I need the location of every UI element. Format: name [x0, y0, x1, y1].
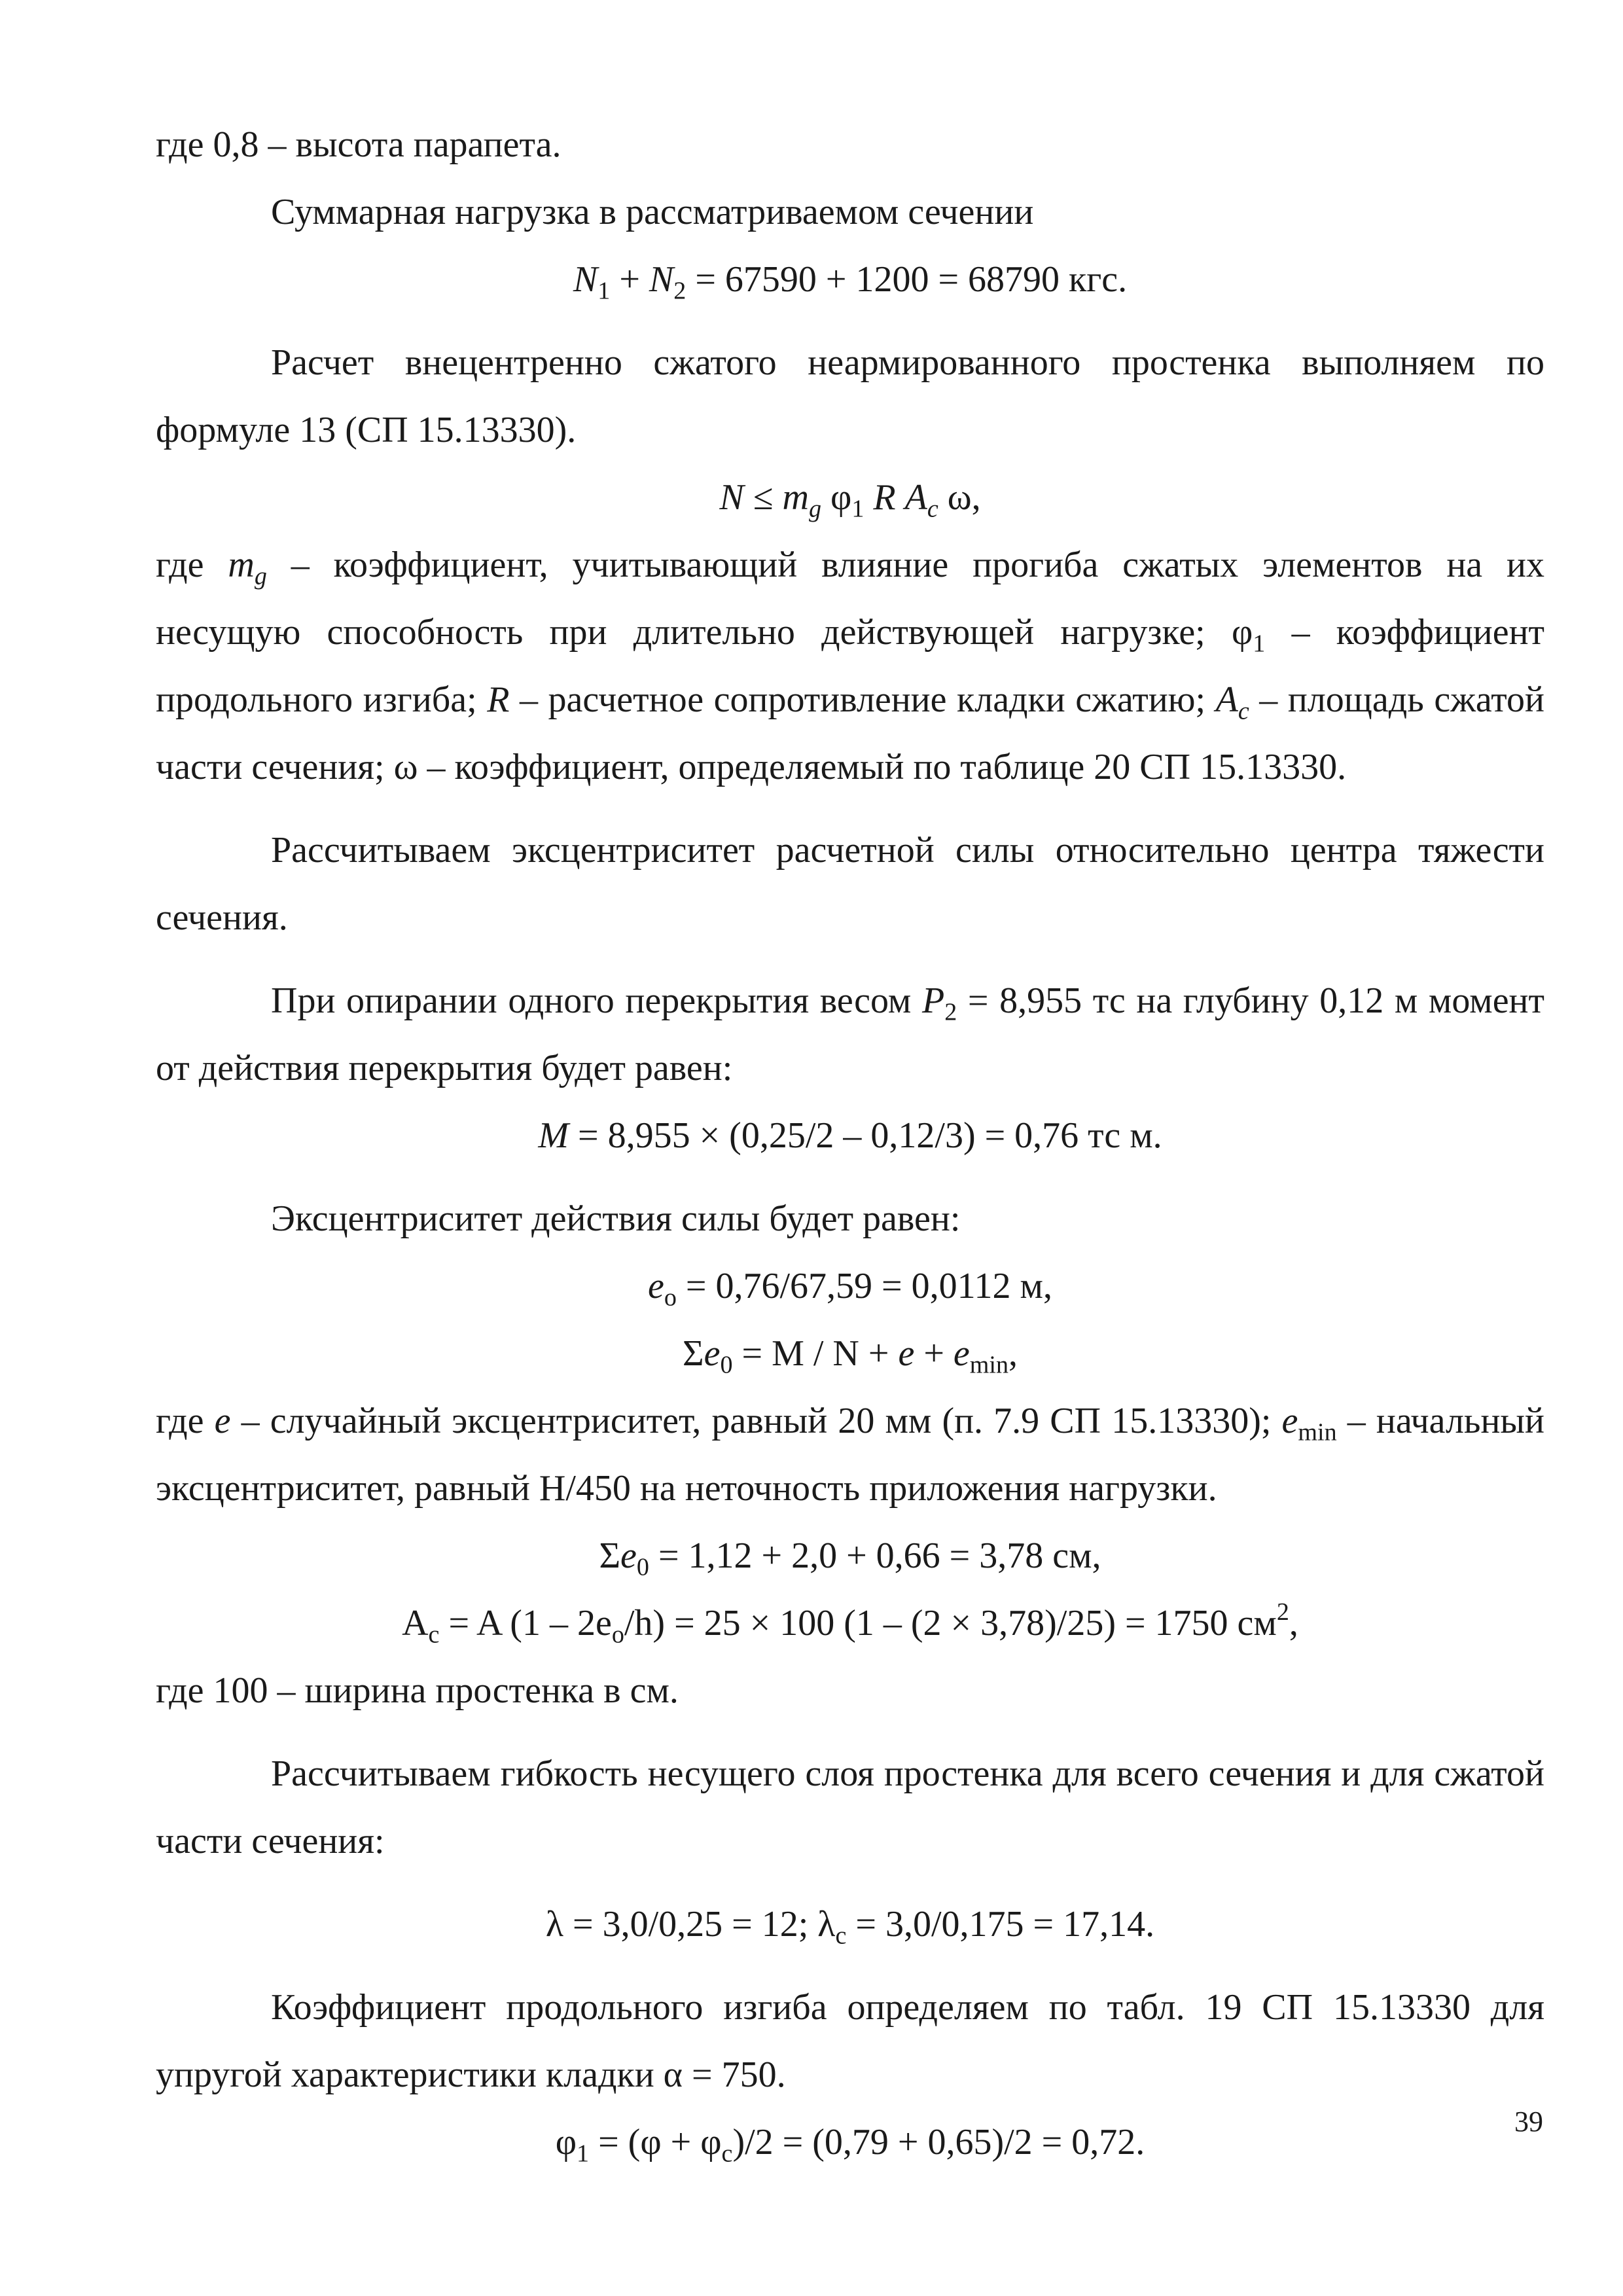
- formula-slenderness: λ = 3,0/0,25 = 12; $\lambda_c = 3,0/0,175 = 17,14$.: [545, 1904, 1155, 1950]
- paragraph-eccentricity-intro: Рассчитываем эксцентриситет расчетной силы относительно центра тяжести сечения.: [156, 830, 1544, 938]
- paragraph-eccentricity-value: Эксцентриситет действия силы будет равен:: [271, 1198, 961, 1239]
- paragraph-eccentricity-definitions: где e – случайный эксцентриситет, равный 20 мм (п. 7.9 СП 15.13330); $e_{min}$ – начальный эксцентриситет, равный H/450 на неточность приложения нагрузки.: [156, 1401, 1545, 1509]
- formula-total-eccentricity: $\Sigma e_0 = M / N + e + e_{min}$,: [682, 1333, 1018, 1379]
- formula-strength-condition: $N \le m_g$ $\varphi_1$ R $A_c$ ω,: [719, 477, 981, 523]
- formula-buckling-coefficient: $\varphi_1 = (\varphi + \varphi_c)/2 = (0,79 + 0,65)/2 = 0,72$.: [555, 2122, 1145, 2168]
- text-line-wall-width: где 100 – ширина простенка в см.: [156, 1670, 679, 1711]
- text-line-parapet: где 0,8 – высота парапета.: [156, 124, 562, 165]
- paragraph-calculation-method: Расчет внецентренно сжатого неармированного простенка выполняем по формуле 13 (СП 15.13330).: [156, 342, 1544, 450]
- document-page: [156, 111, 1544, 2176]
- formula-total-load: $N_1 + N_2 = 67590 + 1200 = 68790$ кгс.: [573, 259, 1128, 305]
- formula-moment: M = 8,955 × (0,25/2 – 0,12/3) = 0,76 тс м.: [538, 1115, 1162, 1156]
- paragraph-floor-support: При опирании одного перекрытия весом $P_2 = 8,955$ тс на глубину 0,12 м момент от действия перекрытия будет равен:: [156, 980, 1544, 1088]
- page-number: 39: [1514, 2106, 1543, 2138]
- paragraph-buckling-coefficient: Коэффициент продольного изгиба определяем по табл. 19 СП 15.13330 для упругой характеристики кладки α = 750.: [156, 1987, 1544, 2095]
- formula-compressed-area: $A_c = A$ $(1 - 2e_o/h) = 25 \times 100$ (1 – (2 × 3,78)/25) = 1750 $см^2$,: [402, 1598, 1298, 1649]
- formula-eccentricity-sum: $\Sigma e_0 = 1,12 + 2,0 + 0,66 = 3,78$ см,: [599, 1535, 1101, 1581]
- paragraph-slenderness: Рассчитываем гибкость несущего слоя простенка для всего сечения и для сжатой части сечения:: [156, 1753, 1544, 1861]
- paragraph-total-load: Суммарная нагрузка в рассматриваемом сечении: [271, 192, 1034, 232]
- paragraph-symbol-definitions: где $m_g$ – коэффициент, учитывающий влияние прогиба сжатых элементов на их несущую способность при длительно действующей нагрузке; $\varphi_1$ – коэффициент продольного изгиба; R – расчетное сопротивление кладки сжатию; $A_c$ – площадь сжатой части сечения; ω – коэффициент, определяемый по таблице 20 СП 15.13330.: [156, 545, 1545, 787]
- formula-eccentricity: $e_o = 0,76/67,59 = 0,0112$ м,: [648, 1266, 1052, 1312]
